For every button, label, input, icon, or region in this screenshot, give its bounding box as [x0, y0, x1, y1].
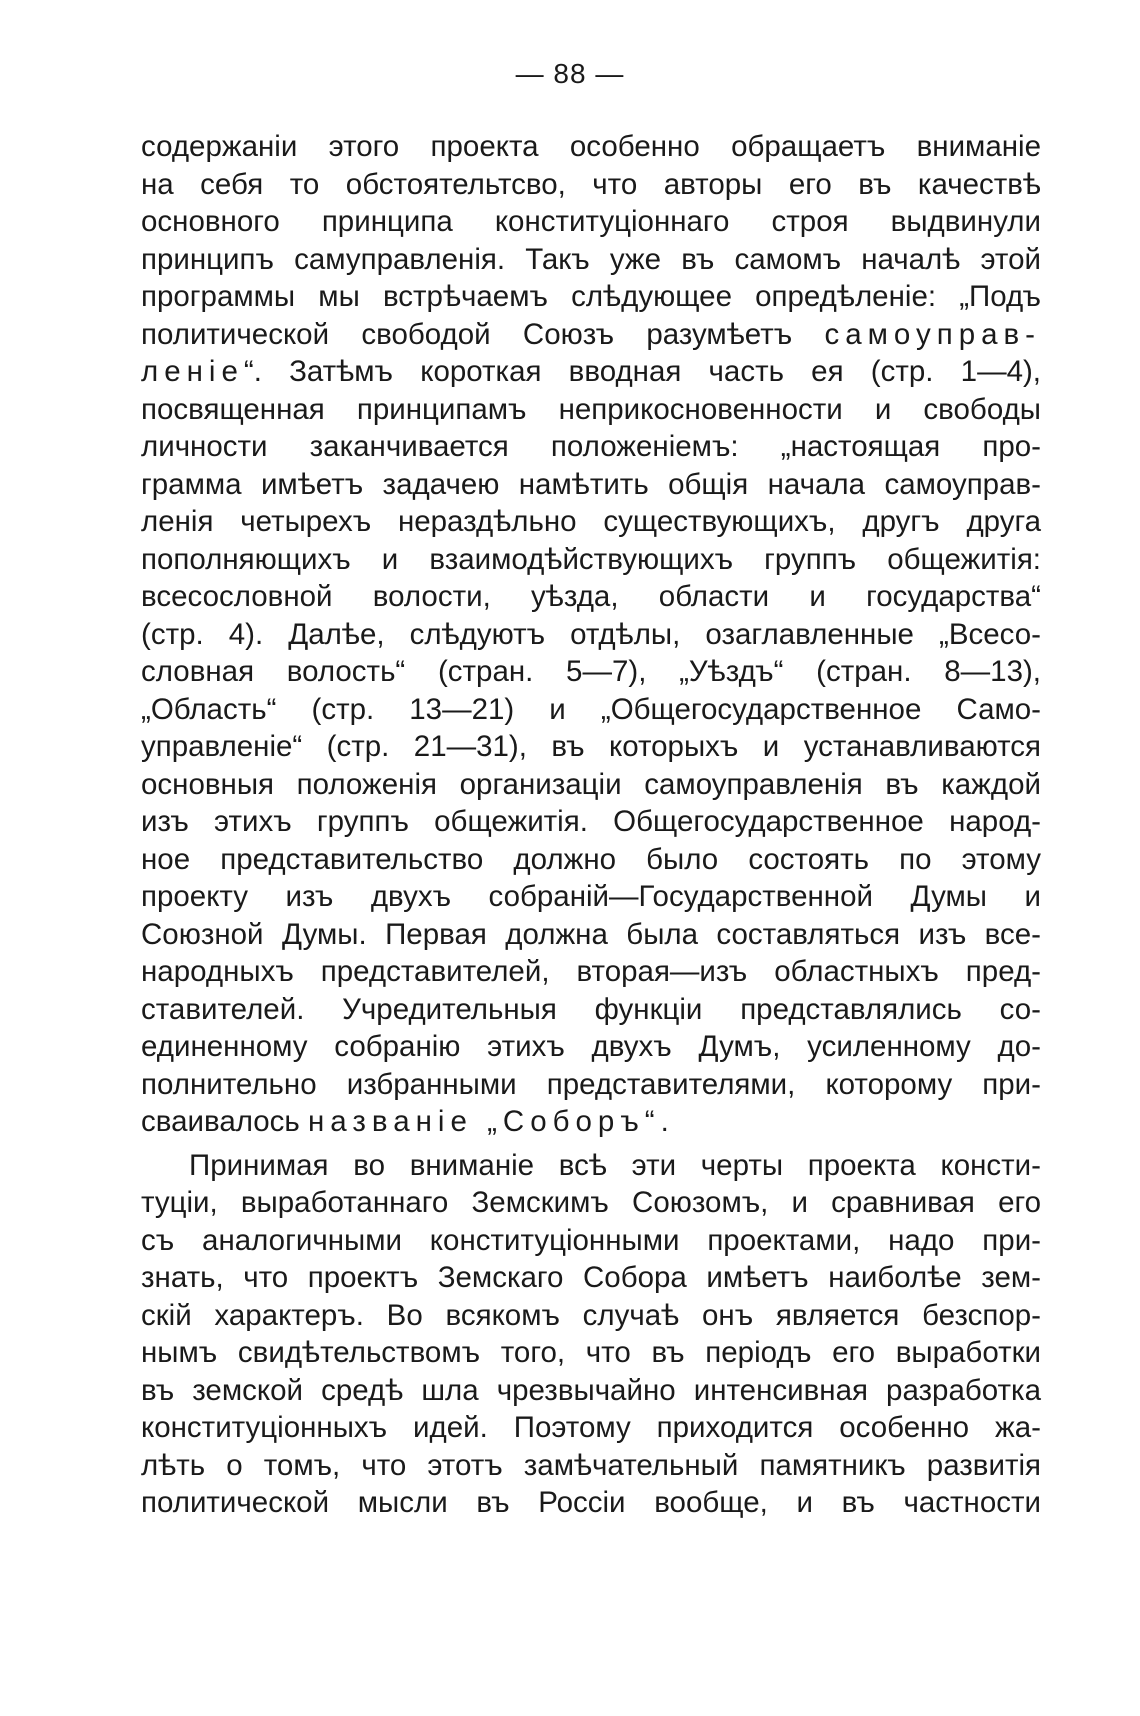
text-line: ленiя четырехъ нераздѣльно существующихъ, другъ друга: [141, 505, 1041, 538]
spaced-emphasis: ленiе: [141, 355, 244, 388]
page-number: — 88 —: [515, 58, 625, 89]
text-line: „Область“ (стр. 13—21) и „Общегосударственное Само-: [141, 692, 1041, 726]
text-segment: сваивалось: [141, 1105, 300, 1138]
text-line: содержанiи этого проекта особенно обращаетъ вниманiе: [141, 130, 1041, 163]
text-segment: “. Затѣмъ короткая вводная часть ея (стр. 1—4),: [243, 355, 1041, 388]
text-line: ставителей. Учредительныя функцiи представлялись со-: [141, 992, 1041, 1026]
text-line: нымъ свидѣтельствомъ того, что въ перiодъ его выработки: [141, 1336, 1041, 1369]
text-line: политической мысли въ Россiи вообще, и въ частности: [141, 1486, 1041, 1519]
text-line: (стр. 4). Далѣе, слѣдуютъ отдѣлы, озаглавленные „Всесо-: [141, 617, 1041, 651]
text-line: конституцiонныхъ идей. Поэтому приходится особенно жа-: [141, 1411, 1041, 1444]
text-line: народныхъ представителей, вторая—изъ областныхъ пред-: [141, 955, 1041, 988]
text-line: въ земской средѣ шла чрезвычайно интенсивная разработка: [141, 1373, 1041, 1407]
text-line: [141, 353, 1041, 391]
text-line: Союзной Думы. Первая должна была составляться изъ все-: [141, 917, 1041, 951]
text-line: полнительно избранными представителями, которому при-: [141, 1067, 1041, 1101]
text-line: принципъ самуправленiя. Такъ уже въ самомъ началѣ этой: [141, 242, 1041, 276]
text-line: знать, что проектъ Земскаго Собора имѣетъ наиболѣе зем-: [141, 1261, 1041, 1294]
text-segment: политической свободой Союзъ разумѣетъ: [141, 317, 793, 351]
text-line: Принимая во вниманiе всѣ эти черты проекта консти-: [189, 1148, 1041, 1182]
text-line: проекту изъ двухъ собранiй—Государственной Думы и: [141, 880, 1041, 913]
text-line: посвященная принципамъ неприкосновенности и свободы: [141, 392, 1041, 426]
text-line: пополняющихъ и взаимодѣйствующихъ группъ общежитiя:: [141, 542, 1041, 576]
text-line: словная волость“ (стран. 5—7), „Уѣздъ“ (стран. 8—13),: [141, 655, 1041, 688]
body-text: [141, 128, 1041, 1522]
text-line: программы мы встрѣчаемъ слѣдующее опредѣленiе: „Подъ: [141, 280, 1041, 313]
text-line: [141, 316, 1041, 354]
text-line: единенному собранiю этихъ двухъ Думъ, усиленному до-: [141, 1030, 1041, 1063]
text-line: всесословной волости, уѣзда, области и государства“: [141, 580, 1041, 613]
text-line: управленiе“ (стр. 21—31), въ которыхъ и устанавливаются: [141, 730, 1041, 763]
spaced-emphasis: названiе „Соборъ“.: [308, 1105, 675, 1138]
text-line: скiй характеръ. Во всякомъ случаѣ онъ является безспор-: [141, 1298, 1041, 1332]
text-line: ное представительство должно было состоять по этому: [141, 842, 1041, 876]
text-line: личности заканчивается положенiемъ: „настоящая про-: [141, 430, 1041, 463]
spaced-emphasis: самоуправ-: [824, 317, 1041, 351]
text-line: основныя положенiя организацiи самоуправленiя въ каждой: [141, 767, 1041, 801]
text-line: лѣть о томъ, что этотъ замѣчательный памятникъ развитiя: [141, 1448, 1041, 1482]
text-line: основного принципа конституцiоннаго строя выдвинули: [141, 205, 1041, 238]
text-line: изъ этихъ группъ общежитiя. Общегосударственное народ-: [141, 805, 1041, 838]
text-line: туцiи, выработаннаго Земскимъ Союзомъ, и сравнивая его: [141, 1186, 1041, 1219]
text-line: грамма имѣетъ задачею намѣтить общiя начала самоуправ-: [141, 467, 1041, 501]
text-line: съ аналогичными конституцiонными проектами, надо при-: [141, 1223, 1041, 1257]
text-line: на себя то обстоятельтсво, что авторы его въ качествѣ: [141, 167, 1041, 201]
text-line: [141, 1103, 1041, 1141]
